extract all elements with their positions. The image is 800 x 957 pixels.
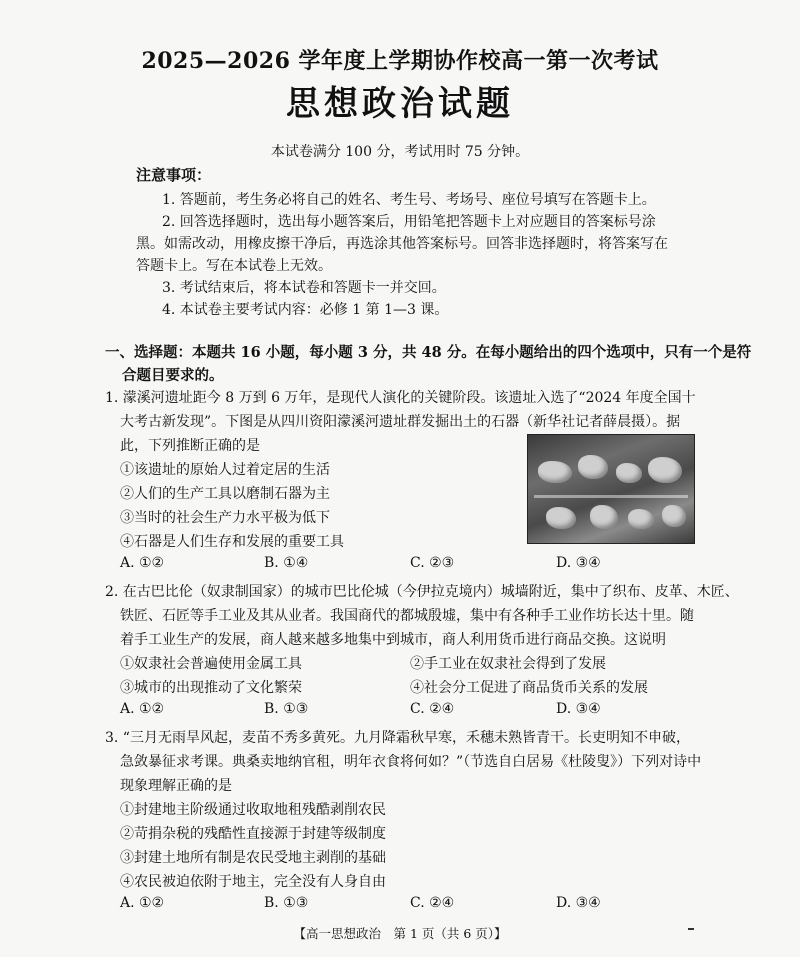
- tray-edge: [534, 495, 688, 498]
- q1-stem: 1. 濛溪河遗址距今 8 万到 6 万年，是现代人演化的关键阶段。该遗址入选了“2024 年度全国十: [105, 390, 696, 406]
- q2-item: ①奴隶社会普遍使用金属工具: [120, 656, 302, 672]
- stone-tool-shape: [628, 509, 654, 529]
- q2-option-b: B. ①③: [264, 701, 309, 717]
- q2-item: ④社会分工促进了商品货币关系的发展: [410, 680, 648, 696]
- q1-option-d: D. ③④: [556, 555, 601, 571]
- exam-title: 2025—2026 学年度上学期协作校高一第一次考试: [141, 48, 659, 74]
- q1-option-c: C. ②③: [410, 555, 455, 571]
- q3-option-a: A. ①②: [120, 895, 165, 911]
- notice-line: 答题卡上。写在本试卷上无效。: [136, 258, 332, 274]
- q3-option-d: D. ③④: [556, 895, 601, 911]
- stone-tool-shape: [546, 507, 576, 529]
- q1-item: ②人们的生产工具以磨制石器为主: [120, 486, 330, 502]
- stone-tool-shape: [590, 505, 618, 529]
- stone-tools-photo: [527, 434, 695, 544]
- q3-stem: 3. “三月无雨旱风起，麦苗不秀多黄死。九月降霜秋早寒，禾穗未熟皆青干。长吏明知不申破，: [105, 730, 690, 746]
- notice-line: 4. 本试卷主要考试内容：必修 1 第 1—3 课。: [162, 302, 449, 318]
- q3-option-c: C. ②④: [410, 895, 455, 911]
- q1-stem: 此，下列推断正确的是: [120, 438, 260, 454]
- notice-line: 3. 考试结束后，将本试卷和答题卡一并交回。: [162, 280, 446, 296]
- q2-stem: 铁匠、石匠等手工业及其从业者。我国商代的都城殷墟，集中有各种手工业作坊长达十里。随: [120, 608, 694, 624]
- section-heading: 一、选择题：本题共 16 小题，每小题 3 分，共 48 分。在每小题给出的四个选项中，只有一个是符: [105, 344, 752, 361]
- q1-stem: 大考古新发现”。下图是从四川资阳濛溪河遗址群发掘出土的石器（新华社记者薛晨摄）。据: [120, 414, 681, 430]
- stone-tool-shape: [578, 455, 608, 479]
- q2-item: ③城市的出现推动了文化繁荣: [120, 680, 302, 696]
- q3-stem: 急敛暴征求考课。典桑卖地纳官租，明年衣食将何如？”（节选自白居易《杜陵叟》）下列对诗中: [120, 754, 702, 770]
- q2-stem: 2. 在古巴比伦（奴隶制国家）的城市巴比伦城（今伊拉克境内）城墙附近，集中了织布、皮革、木匠、: [105, 584, 739, 600]
- stone-tool-shape: [662, 505, 686, 527]
- exam-info: 本试卷满分 100 分，考试用时 75 分钟。: [270, 144, 530, 160]
- subject-title: 思想政治试题: [286, 84, 514, 124]
- q2-stem: 着手工业生产的发展，商人越来越多地集中到城市，商人利用货币进行商品交换。这说明: [120, 632, 666, 648]
- page-footer: 【高一思想政治 第 1 页（共 6 页）】: [293, 926, 507, 941]
- q1-item: ④石器是人们生存和发展的重要工具: [120, 534, 344, 550]
- q3-stem: 现象理解正确的是: [120, 778, 232, 794]
- q2-option-a: A. ①②: [120, 701, 165, 717]
- q2-item: ②手工业在奴隶社会得到了发展: [410, 656, 606, 672]
- q1-option-b: B. ①④: [264, 555, 309, 571]
- q1-option-a: A. ①②: [120, 555, 165, 571]
- q3-item: ②苛捐杂税的残酷性直接源于封建等级制度: [120, 826, 386, 842]
- notice-line: 2. 回答选择题时，选出每小题答案后，用铅笔把答题卡上对应题目的答案标号涂: [162, 214, 656, 230]
- q3-item: ①封建地主阶级通过收取地租残酷剥削农民: [120, 802, 386, 818]
- q1-item: ①该遗址的原始人过着定居的生活: [120, 462, 330, 478]
- corner-mark: [688, 928, 694, 930]
- q3-option-b: B. ①③: [264, 895, 309, 911]
- q3-item: ④农民被迫依附于地主，完全没有人身自由: [120, 874, 386, 890]
- notice-line: 黑。如需改动，用橡皮擦干净后，再选涂其他答案标号。回答非选择题时，将答案写在: [136, 236, 668, 252]
- stone-tool-shape: [538, 461, 572, 483]
- q3-item: ③封建土地所有制是农民受地主剥削的基础: [120, 850, 386, 866]
- section-heading-cont: 合题目要求的。: [122, 367, 224, 384]
- notice-heading: 注意事项：: [136, 166, 212, 184]
- stone-tool-shape: [616, 463, 642, 483]
- stone-tool-shape: [648, 457, 682, 483]
- q2-option-d: D. ③④: [556, 701, 601, 717]
- q2-option-c: C. ②④: [410, 701, 455, 717]
- q1-item: ③当时的社会生产力水平极为低下: [120, 510, 330, 526]
- notice-line: 1. 答题前，考生务必将自己的姓名、考生号、考场号、座位号填写在答题卡上。: [162, 192, 656, 208]
